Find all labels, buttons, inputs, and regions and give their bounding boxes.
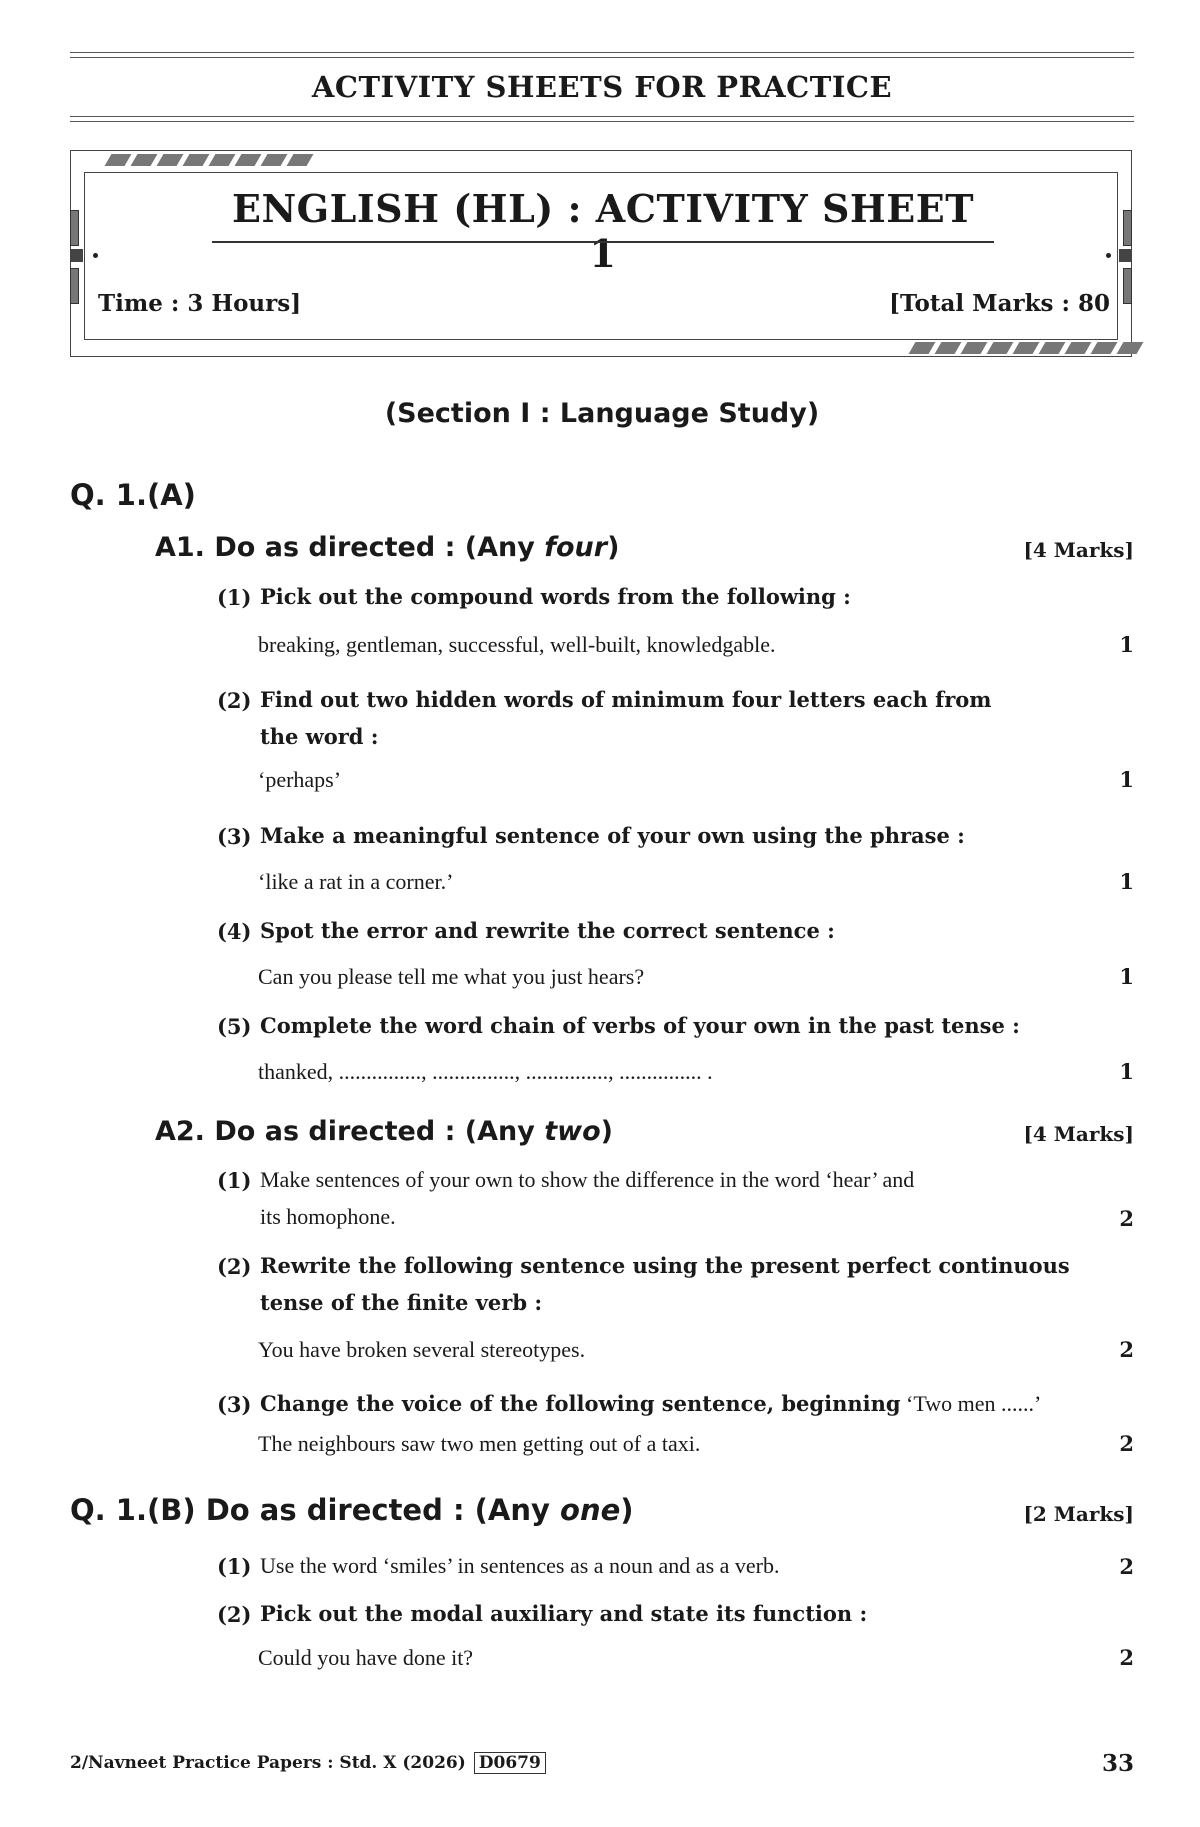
a1-item-3-num: (3) xyxy=(217,824,252,849)
a2-heading xyxy=(155,1116,613,1147)
a1-item-5-text: Complete the word chain of verbs of your own in the past tense : xyxy=(260,1013,1020,1038)
q1b-item-2-value: Could you have done it? xyxy=(258,1645,474,1670)
q1b-paren-close: ) xyxy=(620,1493,634,1527)
a1-item-4-num: (4) xyxy=(217,919,252,944)
a2-item-3-num: (3) xyxy=(217,1392,252,1417)
question-1b-heading xyxy=(70,1493,634,1527)
q1b-item-2-mark: 2 xyxy=(1119,1645,1134,1670)
frame-left-bar xyxy=(70,210,79,246)
a2-item-2-text-cont: tense of the finite verb : xyxy=(260,1290,543,1315)
q1b-item-2-num: (2) xyxy=(217,1602,252,1627)
a1-item-2-num: (2) xyxy=(217,688,252,713)
a1-label: A1. xyxy=(155,532,205,563)
frame-left-square xyxy=(70,249,83,262)
a1-instruction: Do as directed : xyxy=(214,532,456,563)
q1b-item-1-text: Use the word ‘smiles’ in sentences as a noun and as a verb. xyxy=(260,1553,780,1578)
section-title: (Section I : Language Study) xyxy=(384,398,820,429)
heading-underline xyxy=(212,241,994,243)
a2-instruction: Do as directed : xyxy=(214,1116,456,1147)
a2-item-2-num: (2) xyxy=(217,1254,252,1279)
q1b-paren-open: (Any xyxy=(474,1493,561,1527)
a2-marks: [4 Marks] xyxy=(1023,1122,1134,1146)
frame-left-bar-2 xyxy=(70,268,79,304)
time-label: Time : 3 Hours] xyxy=(98,290,302,317)
a2-item-1-mark: 2 xyxy=(1119,1206,1134,1231)
top-rule xyxy=(70,52,1134,53)
a1-item-5-mark: 1 xyxy=(1119,1059,1134,1084)
frame-stripes-bottom xyxy=(912,342,1140,354)
footer-code: D0679 xyxy=(474,1752,546,1774)
title-rule xyxy=(70,116,1134,117)
a1-marks: [4 Marks] xyxy=(1023,538,1134,562)
footer-book xyxy=(70,1753,546,1773)
a1-item-2-mark: 1 xyxy=(1119,767,1134,792)
frame-right-square xyxy=(1119,249,1132,262)
a2-item-1-text-cont: its homophone. xyxy=(260,1204,396,1229)
a2-item-3-value: The neighbours saw two men getting out of a taxi. xyxy=(258,1431,701,1456)
a1-item-5-value: thanked, ..............., ..............., ..............., ............... . xyxy=(258,1059,713,1084)
question-1b-label: Q. 1.(B) xyxy=(70,1493,196,1527)
q1b-instruction: Do as directed : xyxy=(205,1493,465,1527)
q1b-item-2-text: Pick out the modal auxiliary and state its function : xyxy=(260,1601,868,1626)
a2-paren-open: (Any xyxy=(464,1116,545,1147)
a1-item-2-value: ‘perhaps’ xyxy=(258,767,342,792)
q1b-marks: [2 Marks] xyxy=(1023,1502,1134,1526)
frame-stripes-top xyxy=(108,154,310,166)
a2-label: A2. xyxy=(155,1116,205,1147)
a1-item-3-text: Make a meaningful sentence of your own using the phrase : xyxy=(260,823,965,848)
a1-item-1-value: breaking, gentleman, successful, well-built, knowledgable. xyxy=(258,632,776,657)
question-1a-label: Q. 1.(A) xyxy=(70,478,196,512)
frame-right-bar xyxy=(1123,210,1132,246)
a1-item-4-value: Can you please tell me what you just hears? xyxy=(258,964,645,989)
sheet-heading: ENGLISH (HL) : ACTIVITY SHEET 1 xyxy=(231,186,974,276)
a1-paren-open: (Any xyxy=(464,532,545,563)
a1-item-4-mark: 1 xyxy=(1119,964,1134,989)
a2-item-3-mark: 2 xyxy=(1119,1431,1134,1456)
a2-item-2-text: Rewrite the following sentence using the present perfect continuous xyxy=(260,1253,1070,1278)
q1b-item-1-mark: 2 xyxy=(1119,1554,1134,1579)
total-marks-label: [Total Marks : 80 xyxy=(889,290,1110,317)
a1-italic: four xyxy=(544,532,608,563)
a2-item-3-text: Change the voice of the following sentence, beginning xyxy=(260,1391,901,1416)
a1-item-1-mark: 1 xyxy=(1119,632,1134,657)
page-number: 33 xyxy=(1101,1750,1134,1777)
a2-item-2-mark: 2 xyxy=(1119,1337,1134,1362)
footer-book-title: 2/Navneet Practice Papers : Std. X (2026) xyxy=(70,1753,466,1773)
a1-item-2-text: Find out two hidden words of minimum four letters each from xyxy=(260,687,992,712)
a2-item-2-value: You have broken several stereotypes. xyxy=(258,1337,586,1362)
a2-italic: two xyxy=(544,1116,601,1147)
a1-item-3-value: ‘like a rat in a corner.’ xyxy=(258,869,454,894)
frame-right-bar-2 xyxy=(1123,268,1132,304)
a2-item-1-num: (1) xyxy=(217,1168,252,1193)
a2-item-3-line xyxy=(260,1385,1041,1422)
a1-item-2-text-cont: the word : xyxy=(260,724,379,749)
a1-heading xyxy=(155,532,619,563)
a2-item-3-text-tail: ‘Two men ......’ xyxy=(900,1391,1042,1416)
a1-item-3-mark: 1 xyxy=(1119,869,1134,894)
a1-item-5-num: (5) xyxy=(217,1014,252,1039)
a2-item-1-text: Make sentences of your own to show the difference in the word ‘hear’ and xyxy=(260,1167,915,1192)
a1-paren-close: ) xyxy=(607,532,620,563)
a1-item-1-num: (1) xyxy=(217,585,252,610)
a1-item-1-text: Pick out the compound words from the following : xyxy=(260,584,851,609)
q1b-item-1-num: (1) xyxy=(217,1554,252,1579)
frame-left-dot xyxy=(93,253,98,258)
a2-paren-close: ) xyxy=(600,1116,613,1147)
frame-right-dot xyxy=(1106,253,1111,258)
q1b-italic: one xyxy=(560,1493,621,1527)
top-rule-2 xyxy=(70,57,1134,58)
a1-item-4-text: Spot the error and rewrite the correct sentence : xyxy=(260,918,835,943)
page-title: ACTIVITY SHEETS FOR PRACTICE xyxy=(311,70,893,104)
title-rule-2 xyxy=(70,121,1134,122)
